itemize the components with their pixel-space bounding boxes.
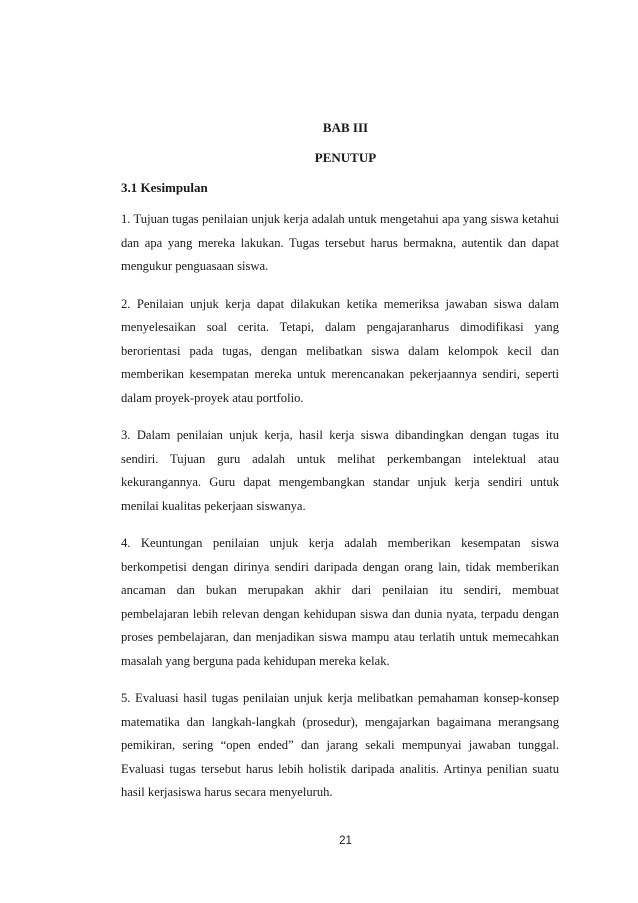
paragraph-3: 3. Dalam penilaian unjuk kerja, hasil kerja siswa dibandingkan dengan tugas itu sendiri. Tujuan guru adalah untuk melihat perkembangan intelektual atau kekurangannya. Guru dapat mengembangkan standar unjuk kerja sendiri untuk menilai kualitas pekerjaan siswanya. [121, 428, 559, 513]
chapter-title: PENUTUP [314, 150, 377, 165]
paragraph-1: 1. Tujuan tugas penilaian unjuk kerja adalah untuk mengetahui apa yang siswa ketahui dan apa yang mereka lakukan. Tugas tersebut harus bermakna, autentik dan dapat mengukur penguasaan siswa. [121, 212, 559, 273]
paragraph-5: 5. Evaluasi hasil tugas penilaian unjuk kerja melibatkan pemahaman konsep-konsep matematika dan langkah-langkah (prosedur), mengajarkan bagaimana merangsang pemikiran, sering “open ended” dan jarang sekali mempunyai jawaban tunggal. Evaluasi tugas tersebut harus lebih holistik daripada analitis. Artinya penilian suatu hasil kerjasiswa harus secara menyeluruh. [121, 691, 559, 799]
paragraph-2: 2. Penilaian unjuk kerja dapat dilakukan ketika memeriksa jawaban siswa dalam menyelesaikan soal cerita. Tetapi, dalam pengajaranharus dimodifikasi yang berorientasi pada tugas, dengan melibatkan siswa dalam kelompok kecil dan memberikan kesempatan mereka untuk merencanakan pekerjaannya sendiri, seperti dalam proyek-proyek atau portfolio. [121, 296, 559, 405]
page-number: 21 [339, 835, 352, 847]
body-text [121, 208, 559, 819]
chapter-number: BAB III [322, 120, 369, 135]
paragraph-4: 4. Keuntungan penilaian unjuk kerja adalah memberikan kesempatan siswa berkompetisi dengan dirinya sendiri daripada dengan orang lain, tidak memberikan ancaman dan bukan merupakan akhir dari penilaian itu sendiri, membuat pembelajaran lebih relevan dengan kehidupan siswa dan dunia nyata, terpadu dengan proses pembelajaran, dan menjadikan siswa mampu atau terlatih untuk memecahkan masalah yang berguna pada kehidupan mereka kelak. [121, 536, 559, 668]
section-heading: 3.1 Kesimpulan [121, 180, 208, 195]
